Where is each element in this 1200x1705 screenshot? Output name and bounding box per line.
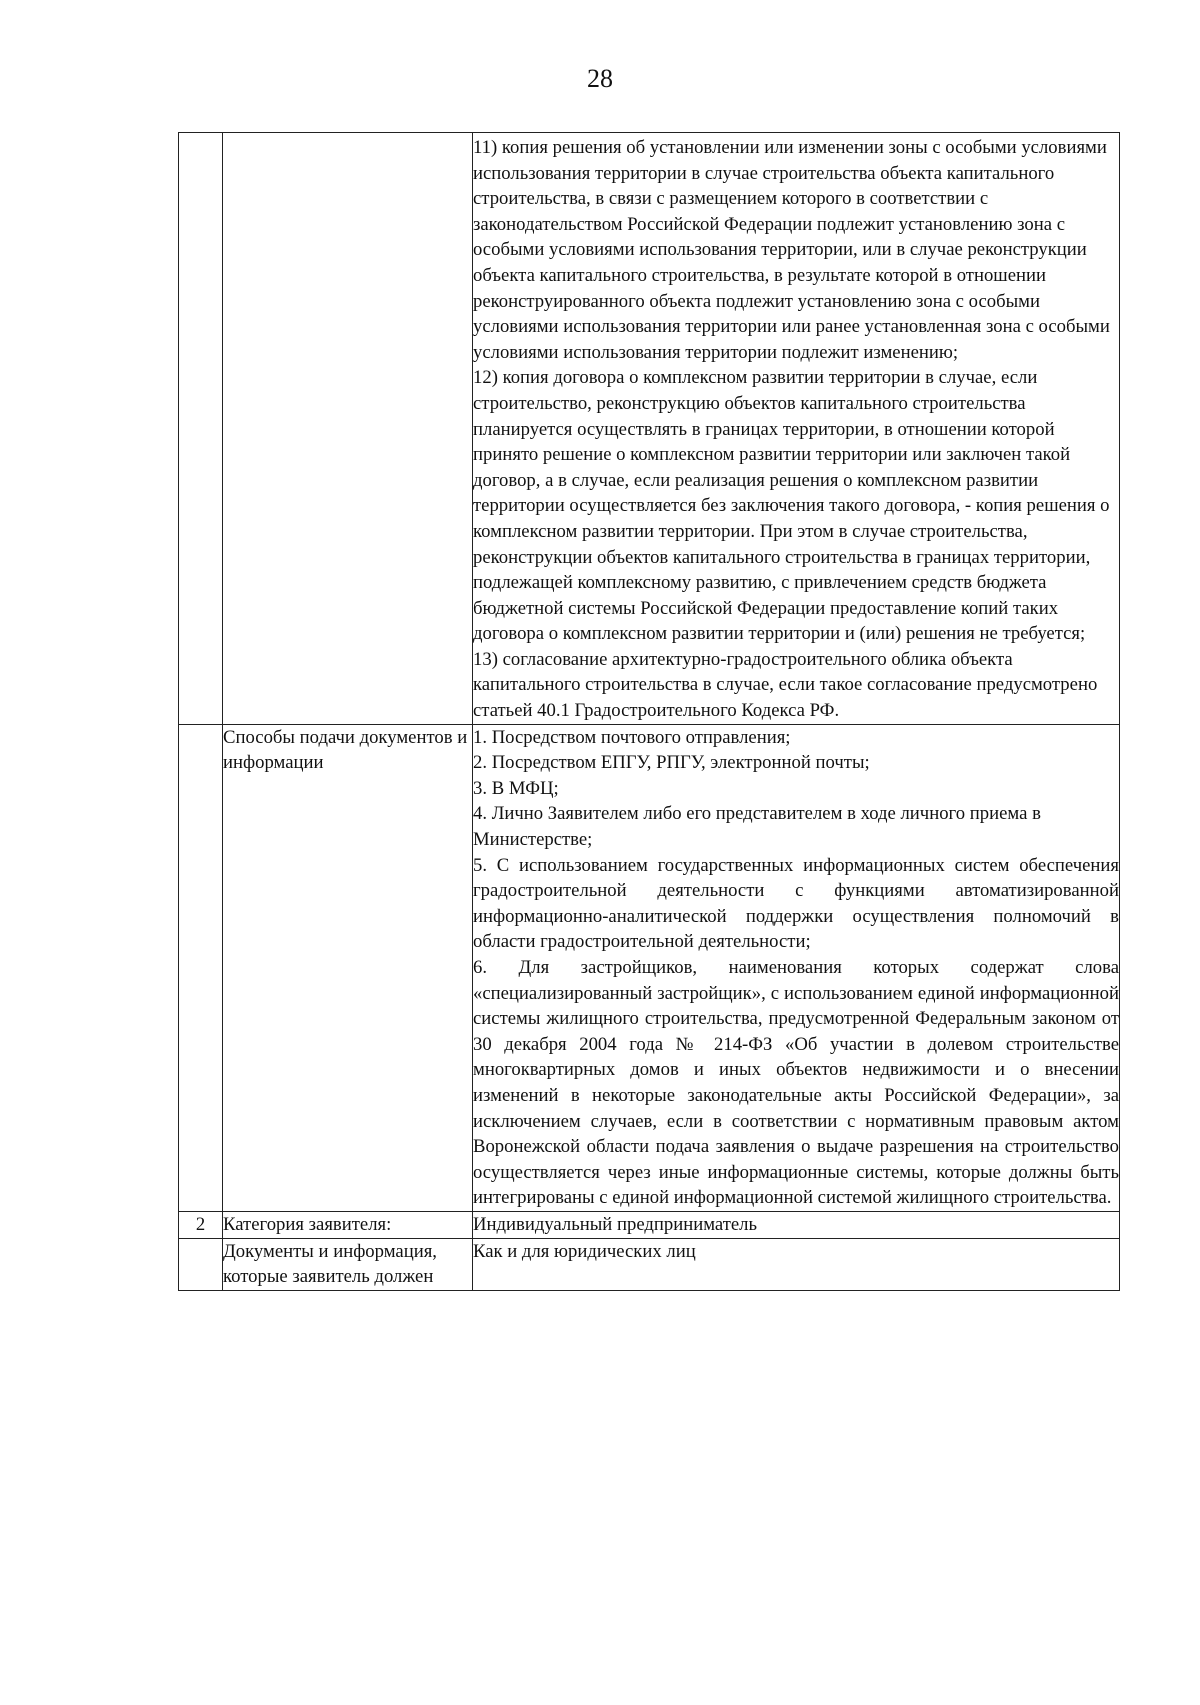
list-item: 4. Лично Заявителем либо его представителем в ходе личного приема в Министерстве; [473,803,1041,851]
table-row [179,1238,1120,1290]
methods-label: Способы подачи документов и информации [223,724,473,1211]
requirements-table [178,132,1120,1291]
list-item: 13) согласование архитектурно-градостроительного облика объекта капитального строительства в случае, если такое согласование предусмотрено статьей 40.1 Градостроительного Кодекса РФ. [473,648,1098,722]
row-number-cell [179,724,223,1211]
methods-list-cell [473,724,1120,1211]
table-row [179,1211,1120,1238]
table-row [179,133,1120,725]
list-item: 1. Посредством почтового отправления; [473,726,791,748]
row-number-cell [179,133,223,725]
category-value: Индивидуальный предприниматель [473,1211,1120,1238]
list-item: 6. Для застройщиков, наименования которых содержат слова «специализированный застройщик», с использованием единой информационной системы жилищного строительства, предусмотренной Федеральным законом от 30 декабря 2004 года № 214-ФЗ «Об участии в долевом строительстве многоквартирных домов и иных объектов недвижимости и о внесении изменений в некоторые законодательные акты Российской Федерации», за исключением случаев, если в соответствии с нормативным правовым актом Воронежской области подача заявления о выдаче разрешения на строительство осуществляется через иные информационные системы, которые должны быть интегрированы с единой информационной системой жилищного строительства. [473,957,1119,1209]
documents-label: Документы и информация, которые заявитель должен [223,1238,473,1290]
documents-list-cell [473,133,1120,725]
row-number-cell: 2 [179,1211,223,1238]
list-item: 2. Посредством ЕПГУ, РПГУ, электронной почты; [473,752,870,774]
list-item: 11) копия решения об установлении или изменении зоны с особыми условиями использования территории в случае строительства объекта капитального строительства, в связи с размещением которого в соответствии с законодательством Российской Федерации подлежит установлению зона с особыми условиями использования территории, или в случае реконструкции объекта капитального строительства, в результате которой в отношении реконструированного объекта подлежит установлению зона с особыми условиями использования территории или ранее установленная зона с особыми условиями использования территории подлежит изменению; [473,137,1110,363]
list-item: 3. В МФЦ; [473,777,559,799]
list-item: 5. С использованием государственных информационных систем обеспечения градостроительной деятельности с функциями автоматизированной информационно-аналитической поддержки осуществления полномочий в области градостроительной деятельности; [473,854,1119,953]
list-item: 12) копия договора о комплексном развитии территории в случае, если строительство, реконструкцию объектов капитального строительства планируется осуществлять в границах территории, в отношении которой принято решение о комплексном развитии территории или заключен такой договор, а в случае, если реализация решения о комплексном развитии территории осуществляется без заключения такого договора, - копия решения о комплексном развитии территории. При этом в случае строительства, реконструкции объектов капитального строительства в границах территории, подлежащей комплексному развитию, с привлечением средств бюджета бюджетной системы Российской Федерации предоставление копий таких договора о комплексном развитии территории и (или) решения не требуется; [473,367,1110,645]
row-number-cell [179,1238,223,1290]
row-label-cell [223,133,473,725]
page-number: 28 [587,64,613,93]
table-row [179,724,1120,1211]
documents-value: Как и для юридических лиц [473,1238,1120,1290]
category-label: Категория заявителя: [223,1211,473,1238]
